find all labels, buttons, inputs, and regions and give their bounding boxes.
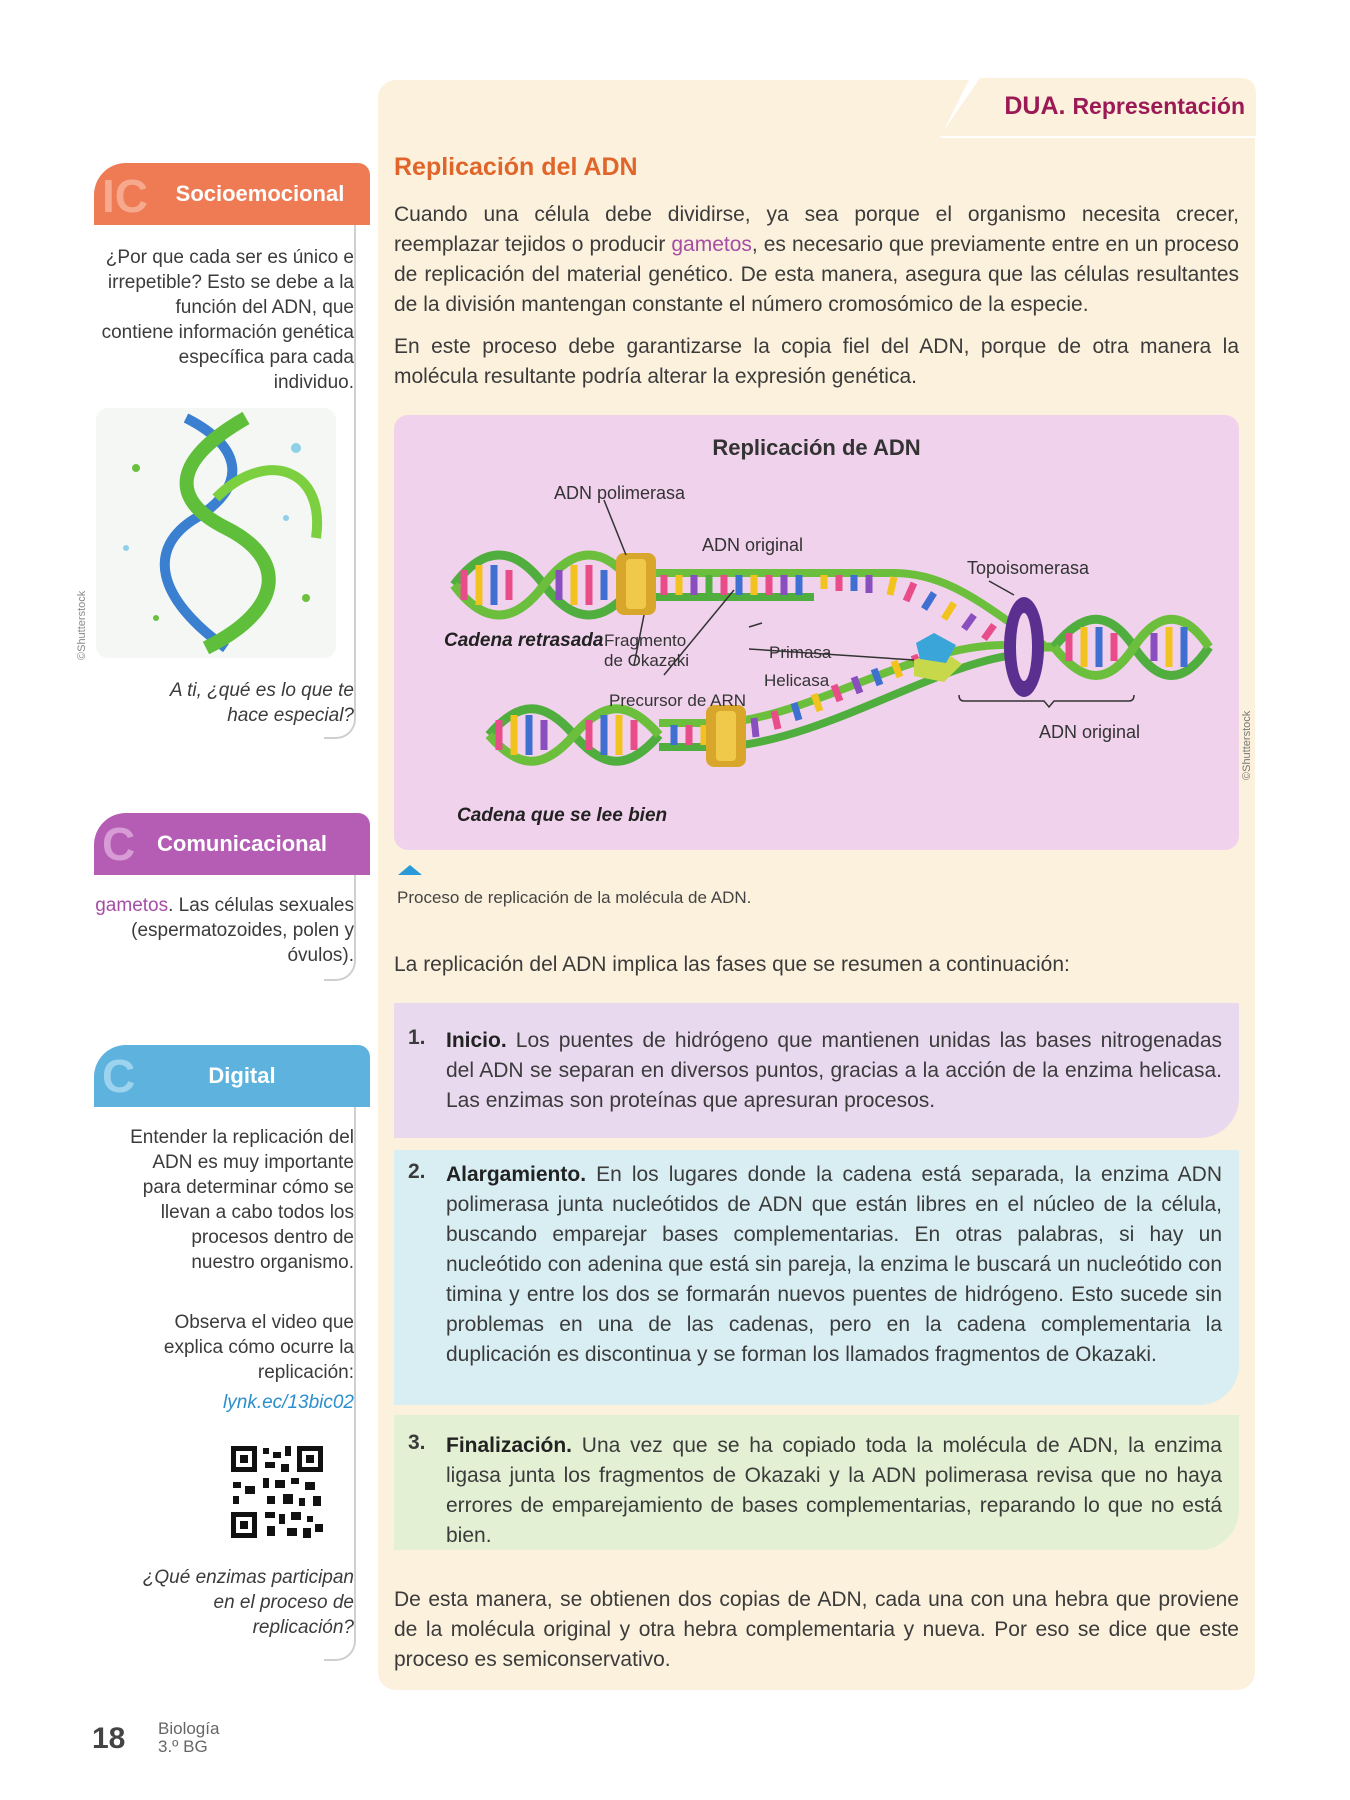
label-cadena-bien: Cadena que se lee bien: [457, 805, 668, 826]
p1-text-a: Cuando una célula debe dividirse, ya sea porque el organismo necesita crecer, reemplazar tejidos o producir: [394, 203, 1239, 256]
phase-title: Finalización.: [446, 1434, 573, 1457]
subject-name: Biología: [158, 1719, 220, 1738]
label-primasa: Primasa: [769, 643, 832, 662]
phase-inicio: [394, 1003, 1239, 1138]
footer-subject: [158, 1720, 219, 1756]
comunicacional-text: [89, 893, 354, 968]
conclusion-paragraph: De esta manera, se obtienen dos copias de ADN, cada una con una hebra que proviene de la molécula original y otra hebra complementaria y nueva. Por eso se dice que este proceso es semiconservativo.: [394, 1588, 1239, 1671]
section-title: Replicación del ADN: [394, 153, 638, 181]
label-cadena-retrasada: Cadena retrasada: [444, 630, 604, 651]
socioemocional-text: ¿Por que cada ser es único e irrepetible? Esto se debe a la función del ADN, que contiene información genética específica para cada individuo.: [101, 247, 354, 393]
caption-triangle-icon: [396, 863, 424, 877]
phase-text: [446, 1026, 1222, 1116]
socioemocional-header: [94, 163, 370, 225]
label-adn-polimerasa: ADN polimerasa: [554, 483, 686, 503]
phase-title: Alargamiento.: [446, 1163, 587, 1186]
intro-paragraph-1: [394, 200, 1239, 320]
digital-box: [94, 1045, 354, 1663]
phase-body: Los puentes de hidrógeno que mantienen unidas las bases nitrogenadas del ADN se separan en diversos puntos, gracias a la acción de la enzima helicasa. Las enzimas son proteínas que apresuran procesos.: [446, 1029, 1223, 1112]
dua-heading: [1004, 92, 1245, 121]
label-precursor-arn: Precursor de ARN: [609, 691, 746, 710]
gametos-definition: . Las células sexuales (espermatozoides, polen y óvulos).: [131, 895, 354, 966]
digital-question: ¿Qué enzimas participan en el proceso de replicación?: [142, 1567, 354, 1638]
phase-number: 3.: [408, 1431, 426, 1454]
digital-text: Entender la replicación del ADN es muy importante para determinar cómo se llevan a cabo todos los procesos dentro de nuestro organismo.: [130, 1127, 354, 1273]
dua-representacion: Representación: [1072, 93, 1245, 119]
dna-replication-figure: [394, 415, 1239, 850]
comunicacional-header: [94, 813, 370, 875]
label-adn-original-right: ADN original: [1039, 722, 1141, 742]
socioemocional-title: Socioemocional: [175, 181, 345, 206]
socioemocional-box: [94, 163, 354, 743]
p1-text-b: , es necesario que previamente entre en un proceso de replicación del material genético. De esta manera, asegura que las células resultantes de la división mantengan constante el número cromosómico de la especie.: [394, 233, 1239, 316]
socio-border: [324, 225, 356, 739]
label-fragmento: Fragmento: [604, 631, 687, 650]
comunicacional-title: Comunicacional: [157, 831, 327, 856]
digital-video-text: Observa el video que explica cómo ocurre la replicación:: [163, 1312, 354, 1383]
comunic-border: [324, 875, 356, 981]
socioemocional-question: A ti, ¿qué es lo que te hace especial?: [169, 680, 354, 726]
dua-label: DUA.: [1004, 92, 1066, 120]
digital-title: Digital: [208, 1063, 276, 1088]
c-logo-icon: C: [102, 1050, 136, 1102]
video-link[interactable]: lynk.ec/13bic02: [223, 1392, 354, 1413]
dna-helix-image: [96, 408, 336, 658]
image-credit: ©Shutterstock: [76, 590, 88, 660]
grade-label: 3.º BG: [158, 1737, 208, 1756]
phase-title: Inicio.: [446, 1029, 507, 1052]
phase-alargamiento: [394, 1150, 1239, 1405]
comunicacional-box: [94, 813, 354, 983]
gametos-definition-term: gametos: [95, 895, 169, 916]
label-helicasa: Helicasa: [764, 671, 830, 690]
phase-body: Una vez que se ha copiado toda la molécula de ADN, la enzima ligasa junta los fragmentos de Okazaki y la ADN polimerasa revisa que no haya errores de emparejamiento de bases complementarias, reparando lo que no está bien.: [446, 1434, 1222, 1547]
page-number: 18: [92, 1722, 126, 1755]
phase-number: 1.: [408, 1026, 426, 1049]
phases-intro: La replicación del ADN implica las fases que se resumen a continuación:: [394, 953, 1070, 976]
phase-number: 2.: [408, 1160, 426, 1183]
digital-border: [324, 1107, 356, 1661]
phase-finalizacion: [394, 1415, 1239, 1550]
figure-credit: ©Shutterstock: [1241, 710, 1253, 780]
label-topoisomerasa: Topoisomerasa: [967, 558, 1090, 578]
label-adn-original-top: ADN original: [702, 535, 804, 555]
intro-paragraph-2: En este proceso debe garantizarse la copia fiel del ADN, porque de otra manera la molécula resultante podría alterar la expresión genética.: [394, 335, 1239, 388]
gametos-term[interactable]: gametos: [671, 233, 752, 256]
phase-text: [446, 1431, 1222, 1551]
label-okazaki: de Okazaki: [604, 651, 690, 670]
figure-title: Replicación de ADN: [712, 435, 921, 460]
c-logo-icon: C: [102, 818, 136, 870]
phase-text: [446, 1160, 1222, 1370]
qr-code-icon[interactable]: [227, 1442, 327, 1542]
digital-header: [94, 1045, 370, 1107]
ic-logo-icon: IC: [102, 170, 148, 222]
phase-body: En los lugares donde la cadena está separada, la enzima ADN polimerasa junta nucleótidos de ADN que están libres en el núcleo de la célula, buscando emparejar bases complementarias. En otras palabras, si hay un nucleótido con adenina que está sin pareja, la enzima le buscará un nucleótido con timina y entre los dos se formarán nuevos puentes de hidrógeno. Esto sucede sin problemas en una de las cadenas, pero en la cadena complementaria la duplicación es discontinua y se forman los llamados fragmentos de Okazaki.: [446, 1163, 1222, 1366]
figure-caption: Proceso de replicación de la molécula de ADN.: [397, 888, 752, 907]
